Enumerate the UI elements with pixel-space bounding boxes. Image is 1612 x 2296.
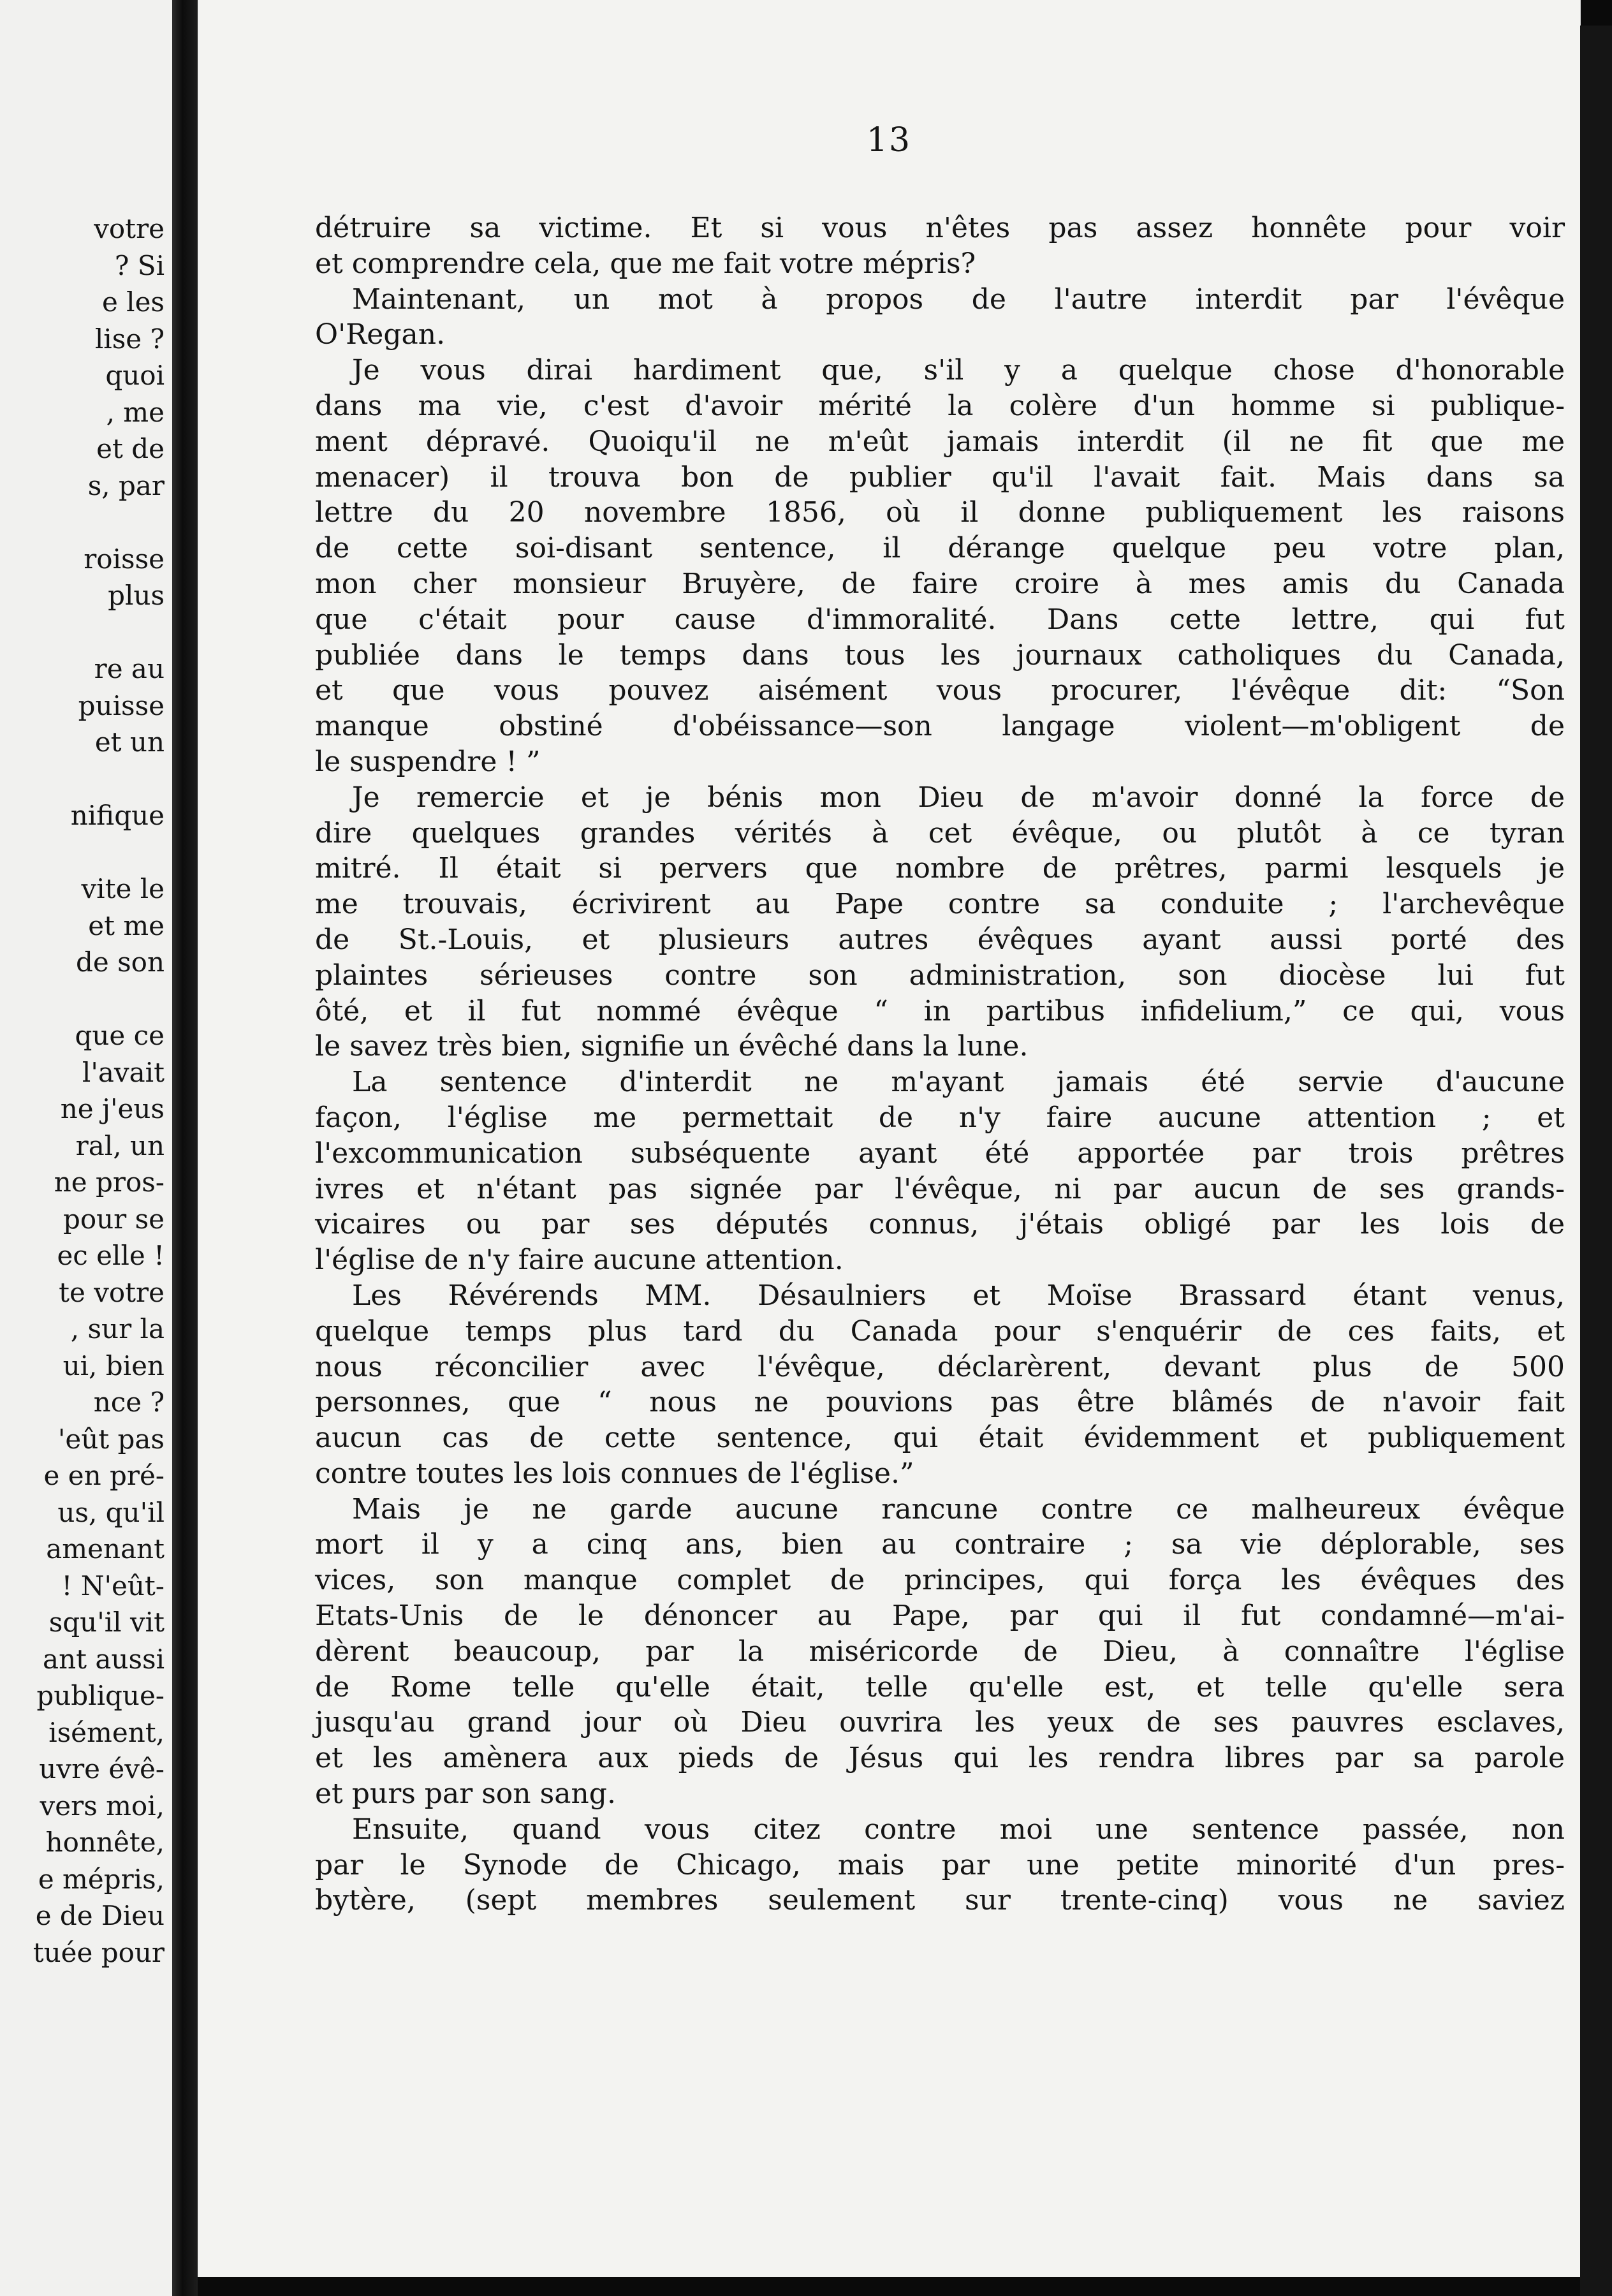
text-line: dire quelques grandes vérités à cet évêque, ou plutôt à ce tyran	[315, 816, 1565, 850]
text-line: quelque temps plus tard du Canada pour s'enquérir de ces faits, et	[315, 1314, 1565, 1348]
text-line: mort il y a cinq ans, bien au contraire ; sa vie déplorable, ses	[315, 1528, 1565, 1561]
text-line: menacer) il trouva bon de publier qu'il l'avait fait. Mais dans sa	[315, 460, 1565, 494]
previous-page-line: et un	[94, 726, 165, 758]
previous-page-line: votre	[94, 213, 165, 244]
scan-edge	[1580, 26, 1612, 2296]
text-line: bytère, (sept membres seulement sur trente-cinq) vous ne saviez	[315, 1884, 1565, 1917]
previous-page-line: ui, bien	[62, 1350, 165, 1381]
previous-page-line: nce ?	[93, 1387, 165, 1418]
previous-page-line: , me	[106, 396, 165, 428]
previous-page-line: nifique	[70, 800, 165, 831]
text-line: le savez très bien, signifie un évêché dans la lune.	[315, 1030, 1029, 1063]
text-line: Etats-Unis de le dénoncer au Pape, par qui il fut condamné—m'ai-	[315, 1600, 1565, 1633]
previous-page-line: ec elle !	[57, 1240, 165, 1271]
text-line: me trouvais, écrivirent au Pape contre sa conduite ; l'archevêque	[315, 888, 1565, 921]
previous-page-line: ! N'eût-	[61, 1570, 165, 1601]
text-line: le suspendre ! ”	[315, 745, 541, 778]
previous-page-line	[0, 981, 165, 1018]
text-line: aucun cas de cette sentence, qui était évidemment et publiquement	[315, 1422, 1565, 1455]
previous-page-line: et me	[88, 909, 165, 941]
previous-page-line: uvre évê-	[39, 1753, 165, 1785]
previous-page-line: e en pré-	[43, 1460, 165, 1491]
previous-page-line: isément,	[48, 1716, 165, 1748]
previous-page-line: que ce	[75, 1020, 165, 1051]
previous-page-line: tuée pour	[33, 1936, 165, 1968]
text-line: publiée dans le temps dans tous les journaux catholiques du Canada,	[315, 638, 1565, 672]
previous-page-line: , sur la	[70, 1313, 165, 1344]
previous-page-line: ne pros-	[54, 1166, 165, 1198]
text-line: O'Regan.	[315, 318, 446, 351]
text-line: et comprendre cela, que me fait votre mépris?	[315, 247, 976, 280]
previous-page-line: ral, un	[75, 1130, 165, 1161]
previous-page-line: l'avait	[82, 1056, 165, 1088]
text-line: Je remercie et je bénis mon Dieu de m'avoir donné la force de	[352, 781, 1565, 814]
previous-page-line: e les	[101, 286, 165, 318]
text-line: façon, l'église me permettait de n'y faire aucune attention ; et	[315, 1101, 1565, 1134]
text-line: de cette soi-disant sentence, il dérange quelque peu votre plan,	[315, 532, 1565, 565]
text-line: l'église de n'y faire aucune attention.	[315, 1244, 844, 1277]
text-line: Je vous dirai hardiment que, s'il y a quelque chose d'honorable	[352, 354, 1565, 387]
text-line: Ensuite, quand vous citez contre moi une sentence passée, non	[352, 1813, 1565, 1846]
text-line: de Rome telle qu'elle était, telle qu'elle est, et telle qu'elle sera	[315, 1670, 1565, 1704]
text-line: ivres et n'étant pas signée par l'évêque, ni par aucun de ses grands-	[315, 1172, 1565, 1205]
previous-page-line	[0, 614, 165, 651]
previous-page-line: pour se	[62, 1203, 165, 1235]
text-line: l'excommunication subséquente ayant été apportée par trois prêtres	[315, 1137, 1565, 1170]
previous-page-line	[0, 834, 165, 871]
text-line: jusqu'au grand jour où Dieu ouvrira les yeux de ses pauvres esclaves,	[315, 1706, 1565, 1739]
text-line: détruire sa victime. Et si vous n'êtes pas assez honnête pour voir	[315, 212, 1565, 244]
text-line: nous réconcilier avec l'évêque, déclarèrent, devant plus de 500	[315, 1350, 1565, 1383]
previous-page-line: vers moi,	[40, 1790, 165, 1821]
text-line: que c'était pour cause d'immoralité. Dans cette lettre, qui fut	[315, 603, 1565, 636]
previous-page-line: de son	[76, 946, 165, 978]
previous-page-line: ant aussi	[43, 1643, 165, 1675]
text-line: contre toutes les lois connues de l'église.”	[315, 1457, 914, 1490]
text-line: Maintenant, un mot à propos de l'autre interdit par l'évêque	[352, 283, 1565, 316]
text-line: Mais je ne garde aucune rancune contre ce malheureux évêque	[352, 1492, 1565, 1526]
text-line: mitré. Il était si pervers que nombre de prêtres, parmi lesquels je	[315, 852, 1565, 885]
previous-page-line: publique-	[36, 1680, 165, 1711]
text-line: manque obstiné d'obéissance—son langage violent—m'obligent de	[315, 710, 1565, 743]
previous-page-text	[0, 210, 165, 1971]
previous-page-line: e mépris,	[38, 1863, 165, 1895]
previous-page-line: ne j'eus	[60, 1093, 165, 1124]
previous-page-line: us, qu'il	[57, 1496, 165, 1528]
text-line: ment dépravé. Quoiqu'il ne m'eût jamais interdit (il ne fit que me	[315, 425, 1565, 458]
previous-page-line: et de	[96, 433, 165, 464]
text-line: et que vous pouvez aisément vous procurer, l'évêque dit: “Son	[315, 674, 1565, 707]
page-number: 13	[866, 121, 912, 159]
previous-page-line: lise ?	[94, 323, 165, 355]
text-line: et les amènera aux pieds de Jésus qui les rendra libres par sa parole	[315, 1742, 1565, 1775]
previous-page-line: ? Si	[114, 249, 165, 281]
previous-page-strip	[0, 0, 172, 2296]
previous-page-line: amenant	[46, 1533, 165, 1564]
previous-page-line	[0, 504, 165, 541]
previous-page-line: puisse	[78, 689, 165, 721]
previous-page-line	[0, 761, 165, 798]
book-gutter	[172, 0, 198, 2296]
previous-page-line: re au	[94, 653, 165, 684]
text-line: vices, son manque complet de principes, qui força les évêques des	[315, 1564, 1565, 1597]
text-line: La sentence d'interdit ne m'ayant jamais été servie d'aucune	[352, 1066, 1565, 1099]
previous-page-line: s, par	[87, 469, 165, 501]
previous-page-line: honnête,	[45, 1827, 165, 1858]
previous-page-line: quoi	[105, 360, 165, 391]
text-line: mon cher monsieur Bruyère, de faire croire à mes amis du Canada	[315, 567, 1565, 600]
text-line: de St.-Louis, et plusieurs autres évêques ayant aussi porté des	[315, 923, 1565, 956]
text-line: plaintes sérieuses contre son administration, son diocèse lui fut	[315, 959, 1565, 992]
previous-page-line: te votre	[59, 1276, 165, 1308]
text-line: dans ma vie, c'est d'avoir mérité la colère d'un homme si publique-	[315, 389, 1565, 422]
previous-page-line: roisse	[84, 543, 165, 575]
text-line: dèrent beaucoup, par la miséricorde de Dieu, à connaître l'église	[315, 1635, 1565, 1668]
text-line: ôté, et il fut nommé évêque “ in partibus infidelium,” ce qui, vous	[315, 994, 1565, 1027]
text-line: Les Révérends MM. Désaulniers et Moïse Brassard étant venus,	[352, 1279, 1565, 1312]
text-line: et purs par son sang.	[315, 1777, 616, 1811]
page-body-text	[315, 210, 1565, 1918]
text-line: par le Synode de Chicago, mais par une petite minorité d'un pres-	[315, 1848, 1565, 1881]
previous-page-line: vite le	[81, 873, 165, 904]
previous-page-line: e de Dieu	[35, 1900, 165, 1931]
previous-page-line: squ'il vit	[48, 1607, 165, 1638]
text-line: personnes, que “ nous ne pouvions pas être blâmés de n'avoir fait	[315, 1386, 1565, 1419]
text-line: lettre du 20 novembre 1856, où il donne publiquement les raisons	[315, 496, 1565, 529]
text-line: vicaires ou par ses députés connus, j'étais obligé par les lois de	[315, 1208, 1565, 1241]
previous-page-line: plus	[108, 580, 165, 611]
page	[198, 0, 1581, 2277]
previous-page-line: 'eût pas	[57, 1423, 165, 1455]
